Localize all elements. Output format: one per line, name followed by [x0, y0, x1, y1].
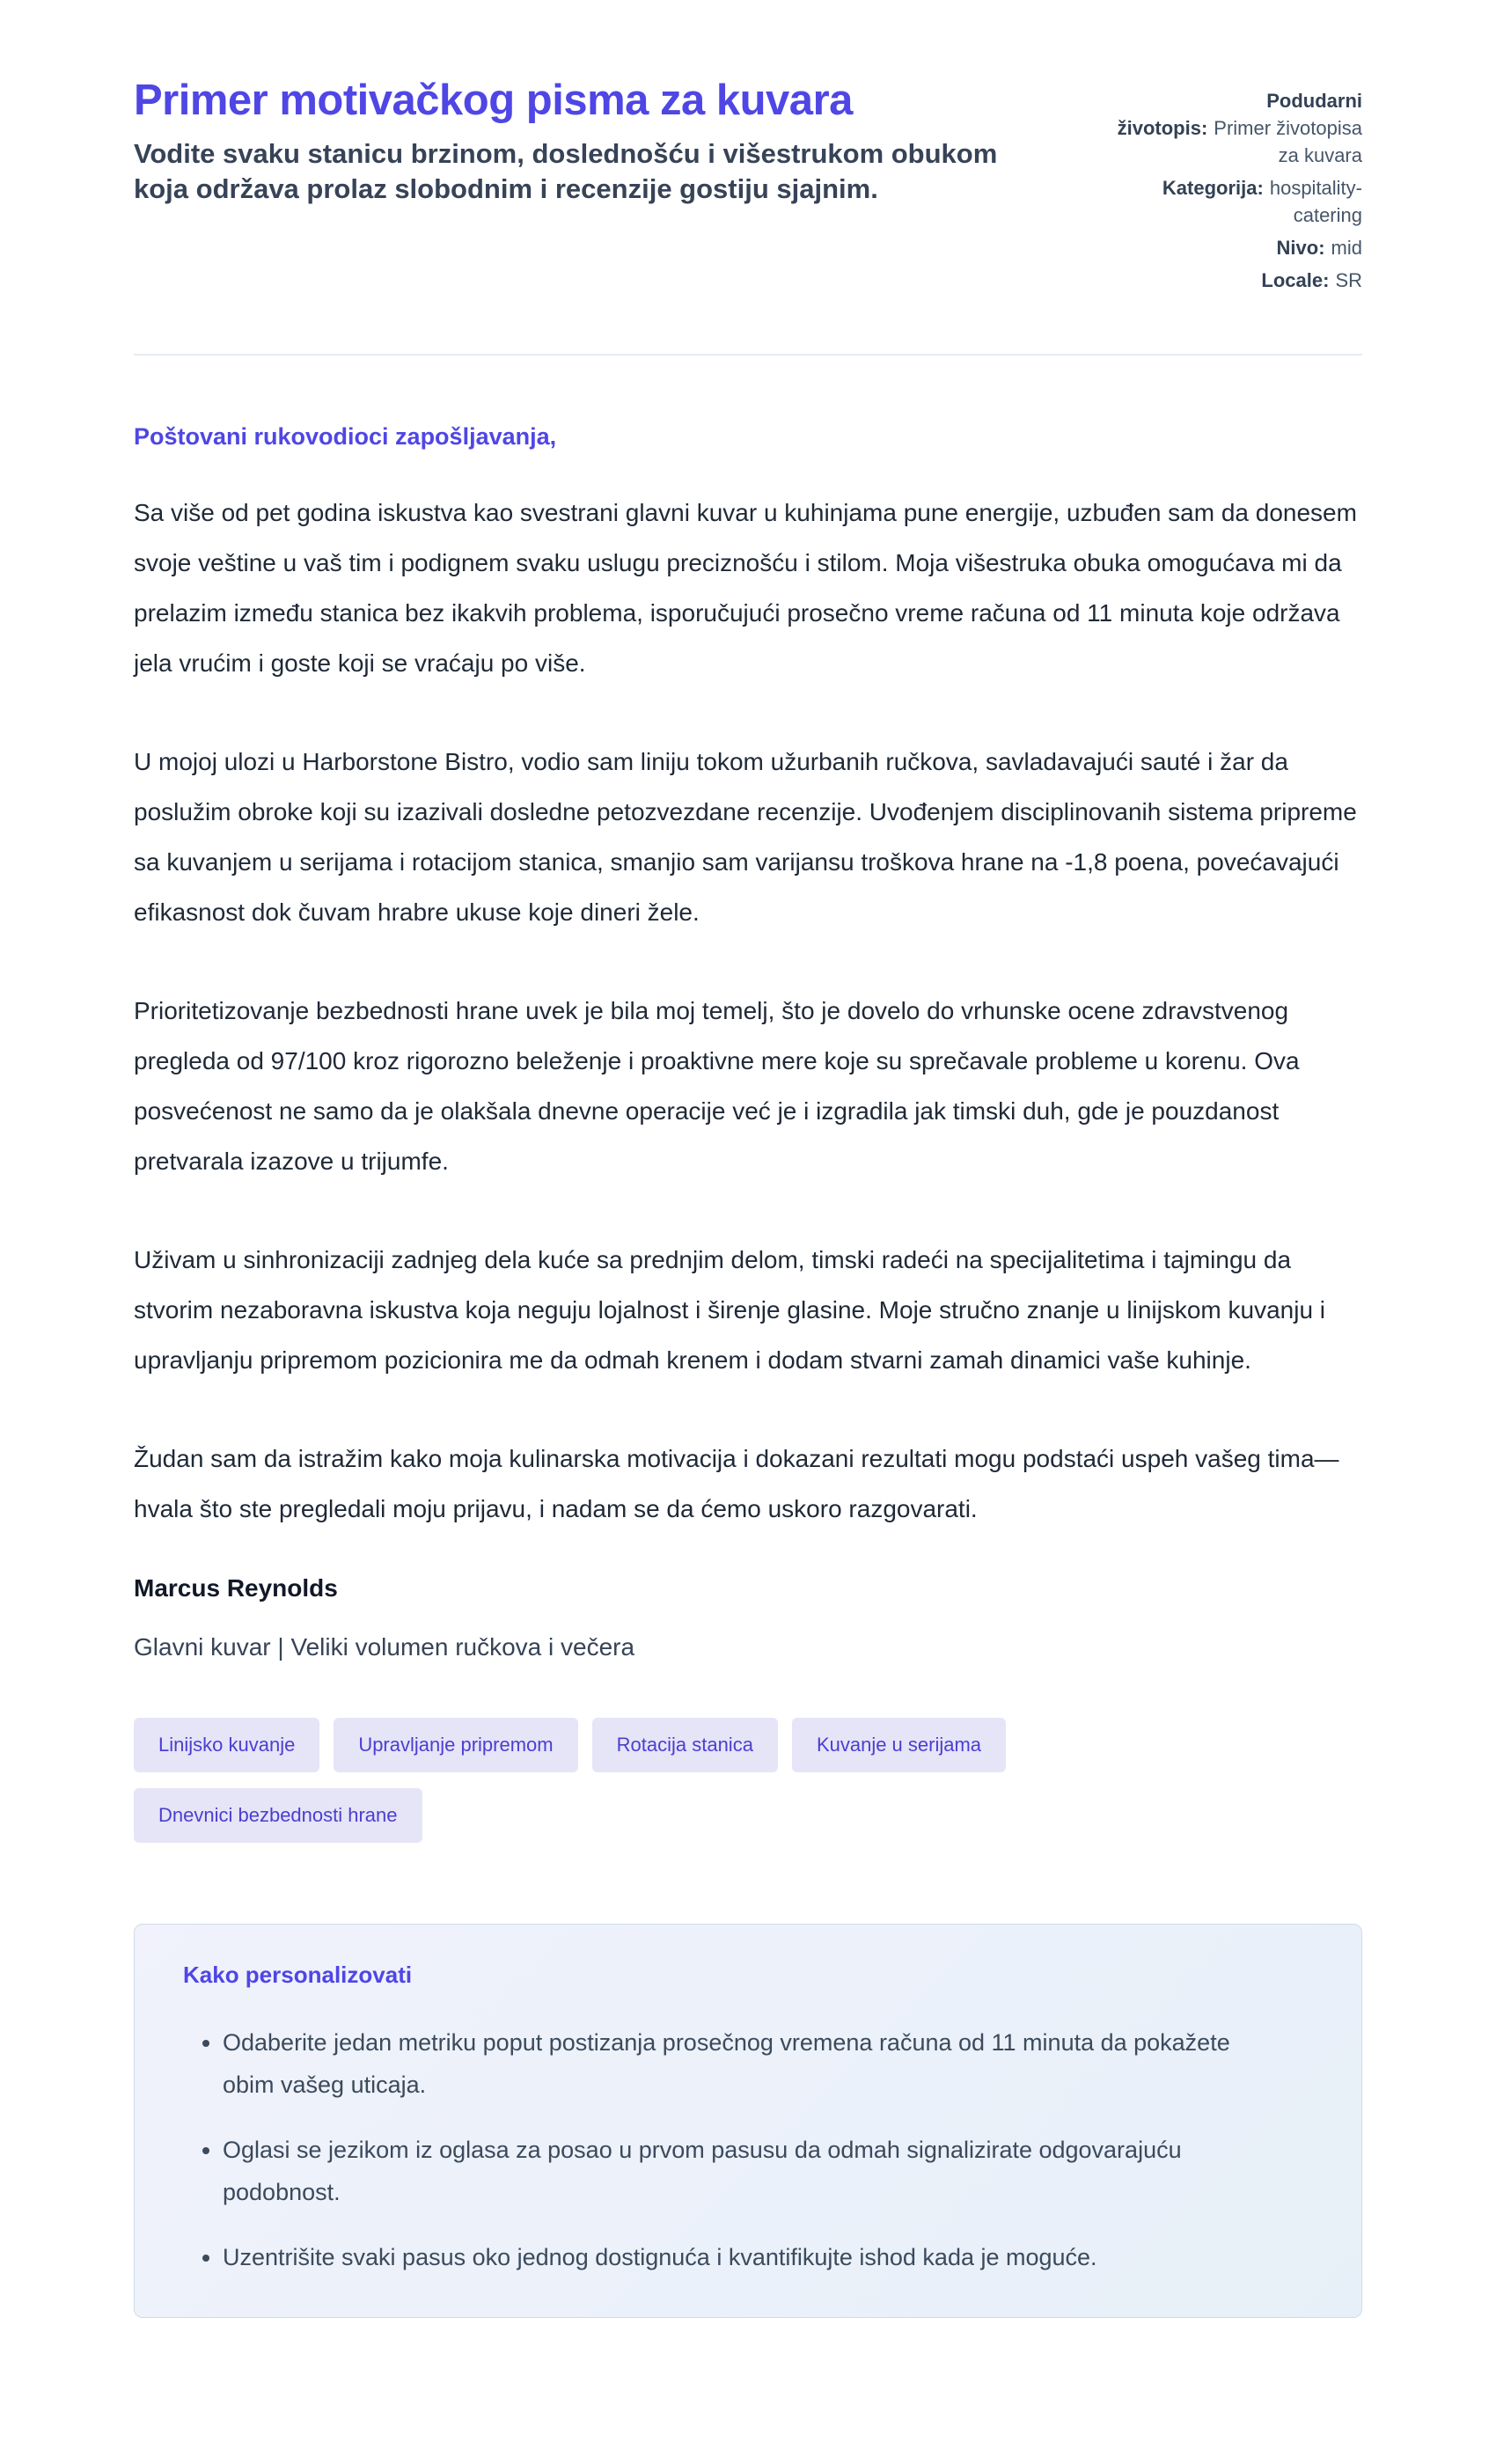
letter-paragraph: Uživam u sinhronizaciji zadnjeg dela kuće sa prednjim delom, timski radeći na specijalitetima i tajmingu da stvorim nezaboravna iskustva koja neguju lojalnost i širenje glasine. Moje stručno znanje u linijskom kuvanju i upravljanju pripremom pozicionira me da odmah krenem i dodam stvarni zamah dinamici vaše kuhinje. — [134, 1246, 1326, 1374]
meta-label: Podudarni životopis: — [1117, 90, 1362, 139]
meta-value: mid — [1331, 237, 1362, 259]
meta-level — [1111, 234, 1362, 261]
letter-body — [134, 421, 1362, 1665]
tag-chip: Linijsko kuvanje — [134, 1718, 319, 1772]
meta-category — [1111, 174, 1362, 229]
meta-label: Locale: — [1261, 269, 1330, 291]
meta-panel — [1111, 87, 1362, 299]
tip-item: • Odaberite jedan metriku poput postizanja prosečnog vremena računa od 11 minuta da pokažete obim vašeg uticaja. — [223, 2021, 1243, 2106]
personalization-tips-box — [134, 1924, 1362, 2318]
header-divider — [134, 354, 1362, 356]
letter-paragraph: Sa više od pet godina iskustva kao svestrani glavni kuvar u kuhinjama pune energije, uzbuđen sam da donesem svoje veštine u vaš tim i podignem svaku uslugu preciznošću i stilom. Moja višestruka obuka omogućava mi da prelazim između stanica bez ikakvih problema, isporučujući prosečno vreme računa od 11 minuta koje održava jela vrućim i goste koji se vraćaju po više. — [134, 499, 1357, 677]
header-title-block — [134, 75, 1014, 207]
meta-value: Primer životopisa za kuvara — [1214, 117, 1362, 166]
tip-item: • Uzentrišite svaki pasus oko jednog dostignuća i kvantifikujte ishod kada je moguće. — [223, 2236, 1243, 2278]
letter-paragraph: Prioritetizovanje bezbednosti hrane uvek je bila moj temelj, što je dovelo do vrhunske ocene zdravstvenog pregleda od 97/100 kroz rigorozno beleženje i proaktivne mere koje su sprečavale probleme u korenu. Ova posvećenost ne samo da je olakšala dnevne operacije već je i izgradila jak timski duh, gde je pouzdanost pretvarala izazove u trijumfe. — [134, 997, 1300, 1175]
tips-list — [183, 2021, 1243, 2278]
meta-matching-resume — [1111, 87, 1362, 169]
tag-chip: Rotacija stanica — [592, 1718, 778, 1772]
tag-chip: Dnevnici bezbednosti hrane — [134, 1788, 422, 1843]
meta-locale — [1111, 267, 1362, 294]
meta-value: SR — [1335, 269, 1362, 291]
signature-role: Glavni kuvar | Veliki volumen ručkova i večera — [134, 1633, 635, 1661]
page-header — [134, 75, 1362, 299]
tag-chip: Upravljanje pripremom — [334, 1718, 577, 1772]
letter-greeting: Poštovani rukovodioci zapošljavanja, — [134, 423, 557, 450]
signature-name: Marcus Reynolds — [134, 1574, 338, 1602]
page-title: Primer motivačkog pisma za kuvara — [134, 77, 853, 124]
signature-block — [134, 1573, 1362, 1665]
letter-paragraph: Žudan sam da istražim kako moja kulinarska motivacija i dokazani rezultati mogu podstaći uspeh vašeg tima—hvala što ste pregledali moju prijavu, i nadam se da ćemo uskoro razgovarati. — [134, 1445, 1339, 1522]
meta-label: Nivo: — [1276, 237, 1325, 259]
skill-tags — [134, 1718, 1278, 1843]
tag-chip: Kuvanje u serijama — [792, 1718, 1006, 1772]
meta-value: hospitality-catering — [1269, 177, 1362, 226]
letter-paragraph: U mojoj ulozi u Harborstone Bistro, vodio sam liniju tokom užurbanih ručkova, savladavajući sauté i žar da poslužim obroke koji su izazivali dosledne petozvezdane recenzije. Uvođenjem disciplinovanih sistema pripreme sa kuvanjem u serijama i rotacijom stanica, smanjio sam varijansu troškova hrane na -1,8 poena, povećavajući efikasnost dok čuvam hrabre ukuse koje dineri žele. — [134, 748, 1357, 926]
meta-label: Kategorija: — [1162, 177, 1264, 199]
tip-item: • Oglasi se jezikom iz oglasa za posao u prvom pasusu da odmah signalizirate odgovarajuću podobnost. — [223, 2129, 1243, 2213]
page-subtitle: Vodite svaku stanicu brzinom, doslednošću i višestrukom obukom koja održava prolaz slobodnim i recenzije gostiju sjajnim. — [134, 138, 998, 204]
tips-heading: Kako personalizovati — [183, 1962, 413, 1988]
